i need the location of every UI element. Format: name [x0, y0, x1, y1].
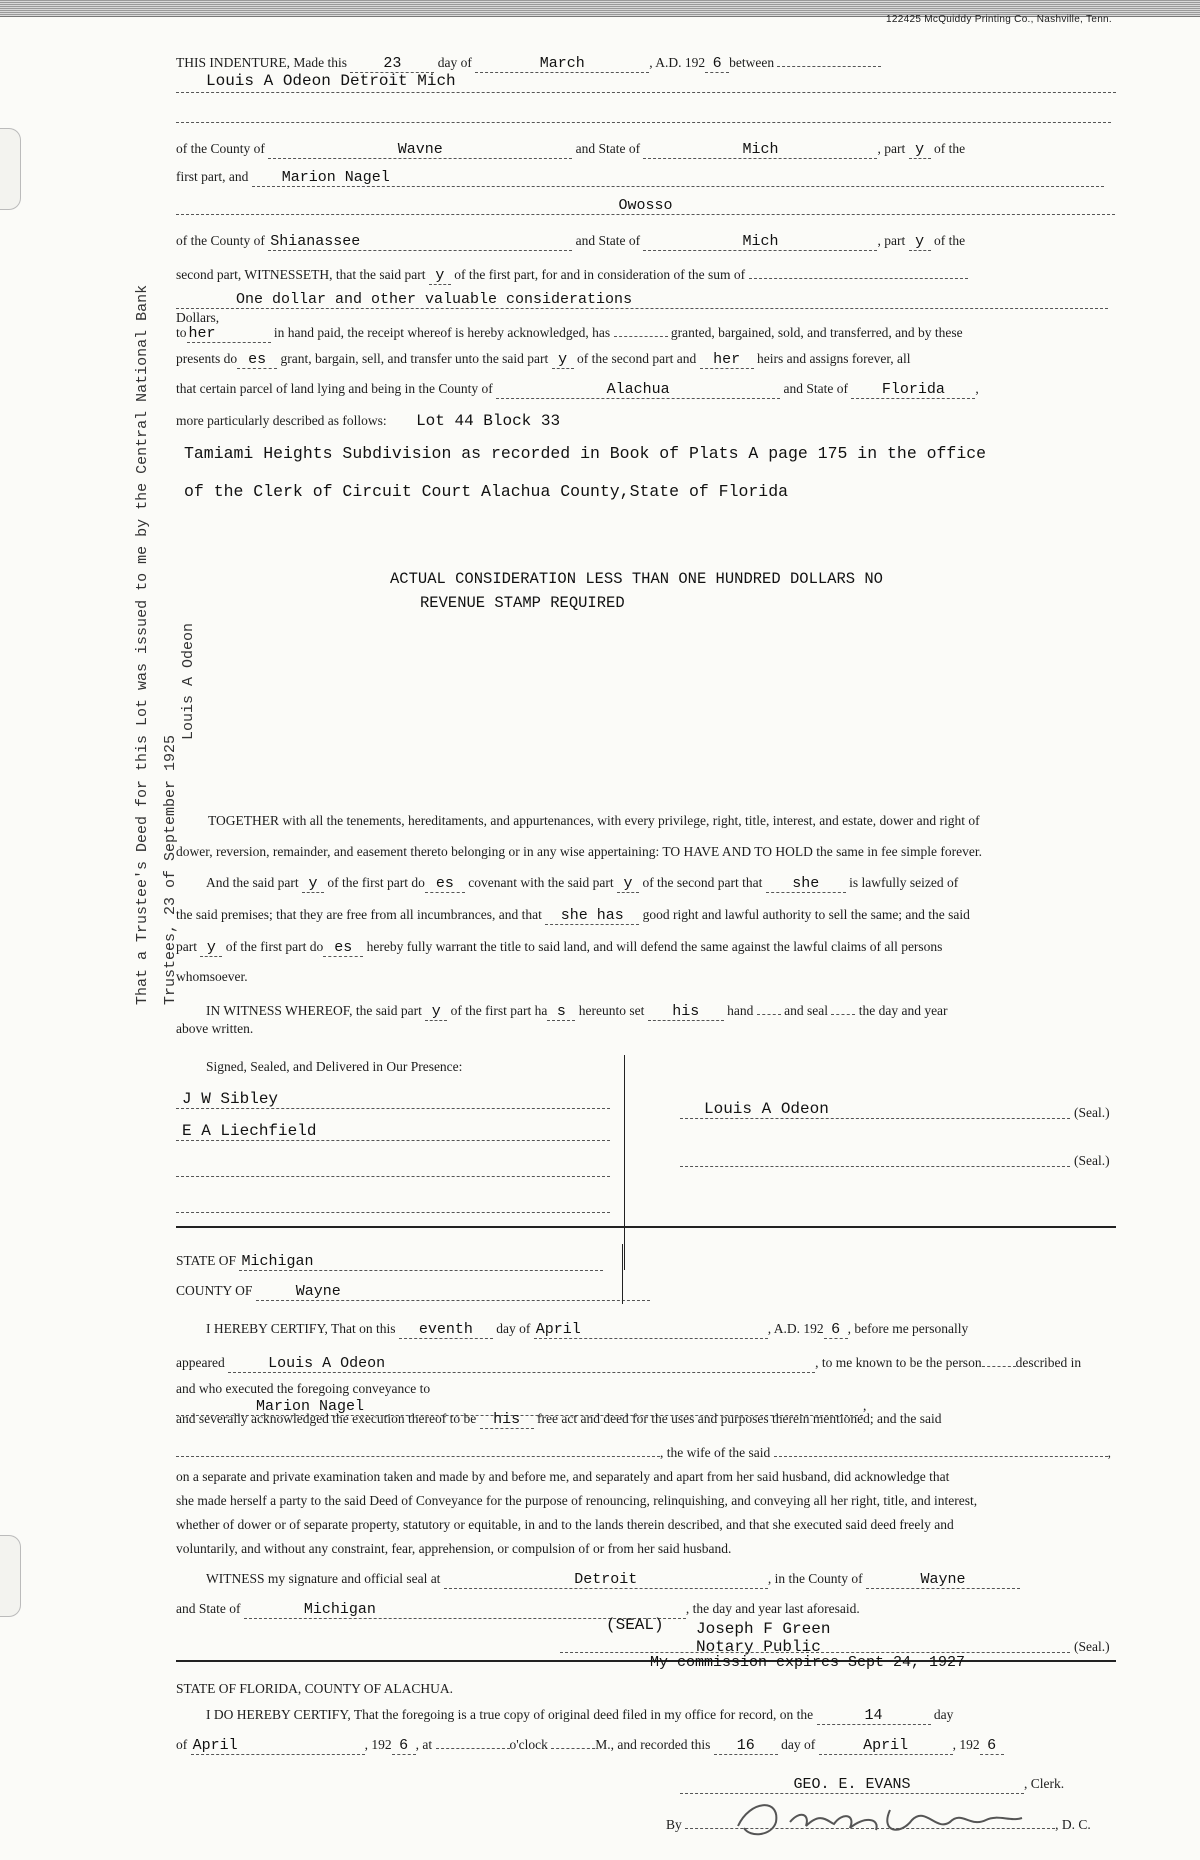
description-line2: of the Clerk of Circuit Court Alachua County,State of Florida — [184, 482, 788, 501]
description-label-line: more particularly described as follows: Lot 44 Block 33 — [176, 412, 561, 430]
ack-witness-line: WITNESS my signature and official seal at Detroit , in the County of Wayne — [206, 1570, 1116, 1589]
grantor-signature: Louis A Odeon — [704, 1100, 829, 1118]
presents-line: presents do es grant, bargain, sell, and transfer unto the said part y of the second part and her heirs and assigns forever, all — [176, 351, 911, 368]
rule — [176, 122, 1111, 123]
ack-certify-line: I HEREBY CERTIFY, That on this eventh day of April , A.D. 192 6 , before me personally — [206, 1321, 969, 1338]
above-written: above written. — [176, 1021, 254, 1036]
grantor-state: Mich — [643, 141, 877, 159]
covenant-line: And the said part y of the first part do es covenant with the said part y of the second part that she is lawfully seized of — [206, 875, 959, 892]
indenture-opening: THIS INDENTURE, Made this 23 day of March , A.D. 192 6 between — [176, 50, 1116, 73]
stamp-note-line2: REVENUE STAMP REQUIRED — [420, 594, 625, 612]
section-divider — [176, 1226, 1116, 1228]
clerk-name: GEO. E. EVANS — [680, 1776, 1024, 1794]
printer-imprint: 122425 McQuiddy Printing Co., Nashville, Tenn. — [886, 14, 1112, 25]
dower-line: dower, reversion, remainder, and easement thereto belonging or in any wise appertaining: TO HAVE AND TO HOLD the same in fee simple forever. — [176, 844, 982, 859]
lot-block: Lot 44 Block 33 — [416, 412, 561, 430]
ack-para-4: voluntarily, and without any constraint, fear, apprehension, or compulsion of or from her said husband. — [176, 1541, 732, 1556]
notary-name: Joseph F Green — [696, 1620, 831, 1638]
signature-brace — [624, 1055, 625, 1270]
grantee-county-line: of the County of Shianassee and State of Mich , part y of the — [176, 233, 966, 250]
binder-hole-bottom — [0, 1535, 21, 1617]
notary-title: Notary Public — [696, 1638, 821, 1656]
seal-3: (Seal.) — [1074, 1639, 1110, 1654]
florida-certify-line: I DO HEREBY CERTIFY, That the foregoing is a true copy of original deed filed in my office for record, on the 14 day — [206, 1707, 954, 1724]
margin-note-line3: Louis A Odeon — [180, 622, 197, 740]
deputy-clerk-line: By , D. C. — [666, 1812, 1120, 1833]
seal-2: (Seal.) — [1074, 1153, 1110, 1168]
clerk-line: GEO. E. EVANS , Clerk. — [680, 1775, 1120, 1794]
signature-scribble-icon — [730, 1792, 1030, 1842]
ack-para-1: on a separate and private examination taken and made by and before me, and separately and apart from her said husband, did acknowledge that — [176, 1469, 950, 1484]
witnesseth-line: second part, WITNESSETH, that the said part y of the first part, for and in consideration of the sum of — [176, 262, 1116, 285]
ack-county-line: COUNTY OF Wayne — [176, 1282, 1116, 1301]
land-state: Florida — [851, 381, 975, 399]
paid-to: her — [187, 325, 271, 343]
binder-hole-top — [0, 128, 21, 210]
indenture-day: 23 — [350, 55, 434, 73]
witness-2: E A Liechfield — [182, 1122, 317, 1140]
sum-line: One dollar and other valuable considerations Dollars, — [176, 290, 1116, 326]
consideration-sum: One dollar and other valuable considerations — [176, 291, 1108, 309]
ack-state-line: STATE OF Michigan — [176, 1252, 1116, 1271]
ack-county: Wayne — [256, 1283, 650, 1301]
florida-record-line: of April , 192 6 , at o'clock M., and recorded this 16 day of April , 192 6 — [176, 1732, 1116, 1755]
section-divider-2 — [176, 1660, 1116, 1662]
indenture-year: 6 — [705, 55, 729, 73]
commission-expiry: My commission expires Sept 24, 1927 — [650, 1654, 966, 1671]
ack-state2-line: and State of Michigan , the day and year last aforesaid. — [176, 1601, 860, 1618]
grantee-county: Shianassee — [268, 233, 572, 251]
witness-1: J W Sibley — [182, 1090, 279, 1108]
ack-severally-line: and severally acknowledged the execution thereof to be his free act and deed for the uses and purposes therein mentioned; and the said — [176, 1411, 942, 1428]
warrant-line: part y of the first part do es hereby fully warrant the title to said land, and will defend the same against the lawful claims of all persons — [176, 939, 943, 956]
rule — [176, 92, 1116, 93]
deputy-clerk-signature — [730, 1792, 1030, 1850]
grantee-city: Owosso — [176, 197, 1115, 215]
florida-header: STATE OF FLORIDA, COUNTY OF ALACHUA. — [176, 1681, 454, 1696]
whomsoever-line: whomsoever. — [176, 969, 248, 984]
ack-state: Michigan — [239, 1253, 603, 1271]
ack-executed-line: and who executed the foregoing conveyance to Marion Nagel , — [176, 1381, 867, 1415]
grantor-line: Louis A Odeon Detroit Mich — [206, 72, 456, 90]
ack-appeared-line: appeared Louis A Odeon , to me known to be the person described in — [176, 1350, 1116, 1373]
witness-whereof-line: IN WITNESS WHEREOF, the said part y of the first part ha s hereunto set his hand and seal the day and year — [206, 998, 1116, 1021]
presence-label: Signed, Sealed, and Delivered in Our Presence: — [206, 1059, 463, 1074]
land-county: Alachua — [496, 381, 780, 399]
seal-1: (Seal.) — [1074, 1105, 1110, 1120]
margin-note-line1: That a Trustee's Deed for this Lot was issued to me by the Central National Bank — [134, 284, 151, 1005]
stamp-note-line1: ACTUAL CONSIDERATION LESS THAN ONE HUNDRED DOLLARS NO — [390, 570, 883, 588]
description-line1: Tamiami Heights Subdivision as recorded in Book of Plats A page 175 in the office — [184, 444, 987, 463]
parcel-line: that certain parcel of land lying and being in the County of Alachua and State of Florida , — [176, 381, 979, 398]
grantee-name: Marion Nagel — [252, 169, 1104, 187]
grantor-county: Wavne — [268, 141, 572, 159]
premises-line: the said premises; that they are free from all incumbrances, and that she has good right and lawful authority to sell the same; and the said — [176, 907, 970, 924]
grantor-county-line: of the County of Wavne and State of Mich , part y of the — [176, 141, 966, 158]
receipt-line: to her in hand paid, the receipt whereof is hereby acknowledged, has granted, bargained, sold, and transferred, and by these — [176, 320, 1116, 343]
ack-wife-line: , the wife of the said , — [176, 1440, 1116, 1461]
ack-para-3: whether of dower or of separate property, statutory or equitable, in and to the lands therein described, and that she executed said deed freely and — [176, 1517, 954, 1532]
margin-note-line2: Trustees, 23 of September 1925 — [162, 734, 179, 1005]
grantee-line: first part, and Marion Nagel — [176, 168, 1116, 187]
indenture-month: March — [475, 55, 649, 73]
grantee-state: Mich — [643, 233, 877, 251]
grantee-city-line — [176, 196, 1116, 215]
together-line: TOGETHER with all the tenements, hereditaments, and appurtenances, with every privilege, right, title, interest, and estate, dower and right of — [208, 813, 980, 828]
notary-seal: (SEAL) — [606, 1616, 664, 1634]
ack-para-2: she made herself a party to the said Deed of Conveyance for the purpose of renouncing, relinquishing, and conveying all her right, title, and interest, — [176, 1493, 978, 1508]
